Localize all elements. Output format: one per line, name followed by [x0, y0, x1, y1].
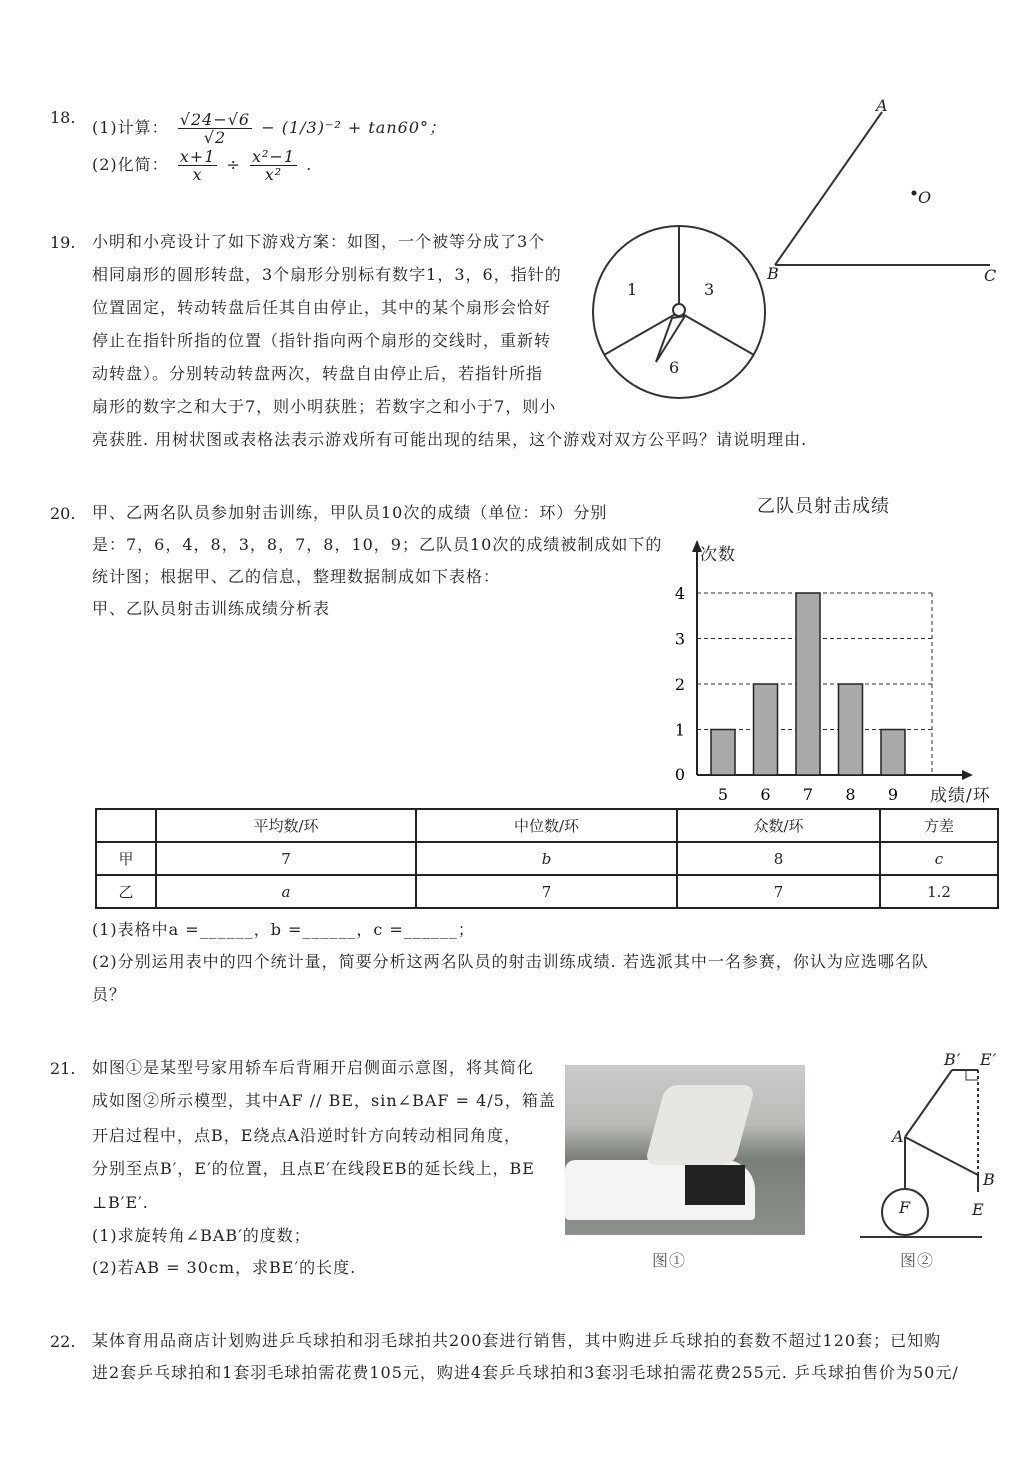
- q19-line: 停止在指针所指的位置（指针指向两个扇形的交线时，重新转: [92, 331, 552, 350]
- question-number: 18.: [50, 108, 76, 127]
- q20-sub2: (2)分别运用表中的四个统计量，简要分析这两名队员的射击训练成绩. 若选派其中一名参赛，你认为应选哪名队: [92, 952, 929, 971]
- numerator: √24−√6: [179, 110, 251, 129]
- y-tick-label: 0: [674, 765, 685, 784]
- point-o: [912, 191, 917, 196]
- trunk-model-figure: [860, 1070, 982, 1237]
- table-header: 中位数/环: [416, 809, 677, 842]
- table-row: [96, 842, 998, 875]
- y-tick-label: 3: [674, 629, 685, 649]
- q21-line: (2)若AB = 30cm，求BE′的长度.: [92, 1258, 357, 1277]
- q19-line: 亮获胜. 用树状图或表格法表示游戏所有可能出现的结果，这个游戏对双方公平吗？请说明理由.: [92, 430, 808, 449]
- label-b-prime: B′: [944, 1050, 962, 1069]
- q20-line: 甲、乙两名队员参加射击训练，甲队员10次的成绩（单位：环）分别: [92, 503, 608, 522]
- numerator: x+1: [179, 147, 216, 166]
- x-tick-label: 7: [802, 785, 814, 804]
- table-cell: 8: [677, 842, 880, 875]
- label-b: B: [767, 264, 780, 283]
- fig1-caption: 图①: [652, 1251, 687, 1270]
- angle-figure: [775, 112, 990, 265]
- numerator: x²−1: [251, 147, 295, 166]
- period: .: [306, 155, 313, 174]
- label-o: O: [918, 188, 933, 207]
- bar-chart: [675, 540, 973, 804]
- q21-line: 分别至点B′，E′的位置，且点E′在线段EB的延长线上，BE: [92, 1159, 535, 1178]
- chart-ylabel: 次数: [700, 545, 736, 565]
- q21-line: ⊥B′E′.: [92, 1193, 149, 1212]
- q21-line: 开启过程中，点B，E绕点A沿逆时针方向转动相同角度，: [92, 1126, 521, 1145]
- q21-line: (1)求旋转角∠BAB′的度数；: [92, 1226, 311, 1245]
- table-cell: a: [156, 875, 416, 908]
- denominator: x: [192, 165, 203, 184]
- q19-line: 相同扇形的圆形转盘，3个扇形分别标有数字1，3，6，指针的: [92, 265, 562, 284]
- q19-line: 位置固定，转动转盘后任其自由停止，其中的某个扇形会恰好: [92, 298, 552, 317]
- spinner-label: 1: [627, 280, 639, 299]
- table-header: 方差: [880, 809, 998, 842]
- trunk-interior: [685, 1165, 745, 1205]
- question-number: 19.: [50, 233, 76, 252]
- q20-line: 是：7，6，4，8，3，8，7，8，10，9；乙队员10次的成绩被制成如下的: [92, 535, 663, 554]
- x-tick-label: 6: [760, 785, 771, 804]
- question-number: 21.: [50, 1059, 76, 1078]
- q18-p1-label: (1)计算：: [92, 118, 169, 137]
- bar: [754, 684, 778, 775]
- y-tick-label: 2: [674, 675, 685, 694]
- label-c: C: [984, 266, 998, 285]
- chart-xlabel: 成绩/环: [930, 786, 991, 806]
- q19-line: 动转盘）。分别转动转盘两次，转盘自由停止后，若指针所指: [92, 364, 544, 383]
- label-e-prime: E′: [980, 1050, 998, 1069]
- table-header: [96, 809, 156, 842]
- x-tick-label: 8: [845, 785, 856, 804]
- spinner-label: 6: [669, 358, 681, 377]
- q19-line: 小明和小亮设计了如下游戏方案：如图，一个被等分成了3个: [92, 232, 546, 251]
- label-f: F: [899, 1198, 912, 1217]
- q19-line: 扇形的数字之和大于7，则小明获胜；若数字之和小于7，则小: [92, 397, 557, 416]
- open-trunk-lid: [644, 1085, 755, 1165]
- q20-sub2: 员？: [92, 985, 127, 1004]
- spinner-label: 3: [704, 280, 716, 299]
- q21-line: 成如图②所示模型，其中AF // BE，sin∠BAF = 4/5，箱盖: [92, 1091, 556, 1110]
- q20-sub1: (1)表格中a =______，b =______，c =______；: [92, 920, 475, 939]
- table-cell: 7: [677, 875, 880, 908]
- fig2-caption: 图②: [900, 1251, 935, 1270]
- bar: [839, 684, 863, 775]
- table-cell: 乙: [96, 875, 156, 908]
- divide-sign: ÷: [226, 155, 241, 174]
- x-tick-label: 5: [717, 785, 729, 804]
- x-tick-label: 9: [887, 785, 899, 804]
- question-number: 22.: [50, 1332, 76, 1351]
- label-a: A: [892, 1127, 905, 1146]
- bar: [796, 593, 820, 775]
- question-number: 20.: [50, 504, 76, 523]
- q21-line: 如图①是某型号家用轿车后背厢开启侧面示意图，将其简化: [92, 1058, 535, 1077]
- table-cell: c: [880, 842, 998, 875]
- q22-line: 某体育用品商店计划购进乒乓球拍和羽毛球拍共200套进行销售，其中购进乒乓球拍的套数不超过120套；已知购: [92, 1331, 942, 1350]
- bar: [881, 730, 905, 776]
- q20-line: 甲、乙队员射击训练成绩分析表: [92, 599, 331, 618]
- y-tick-label: 1: [674, 720, 685, 740]
- q22-line: 进2套乒乓球拍和1套羽毛球拍需花费105元，购进4套乒乓球拍和3套羽毛球拍需花费255元. 乒乓球拍售价为50元/: [92, 1363, 959, 1382]
- x-axis-arrow: [962, 770, 973, 780]
- table-cell: b: [416, 842, 677, 875]
- table-header-row: [96, 809, 998, 842]
- table-cell: 1.2: [880, 875, 998, 908]
- y-tick-label: 4: [674, 584, 685, 603]
- label-b: B: [983, 1170, 996, 1189]
- table-cell: 7: [416, 875, 677, 908]
- car-trunk-photo: [565, 1065, 805, 1235]
- denominator: √2: [203, 128, 227, 147]
- analysis-table: [95, 808, 999, 909]
- q18-p2-label: (2)化简：: [92, 155, 169, 174]
- q18-p1-rest: − (1/3)⁻² + tan60°；: [261, 118, 447, 137]
- table-row: [96, 875, 998, 908]
- table-cell: 7: [156, 842, 416, 875]
- bar: [711, 730, 735, 776]
- table-cell: 甲: [96, 842, 156, 875]
- table-header: 平均数/环: [156, 809, 416, 842]
- chart-title: 乙队员射击成绩: [757, 496, 890, 517]
- label-a: A: [876, 96, 889, 115]
- q20-line: 统计图；根据甲、乙的信息，整理数据制成如下表格：: [92, 567, 501, 586]
- denominator: x²: [264, 165, 283, 184]
- label-e: E: [972, 1200, 985, 1219]
- table-header: 众数/环: [677, 809, 880, 842]
